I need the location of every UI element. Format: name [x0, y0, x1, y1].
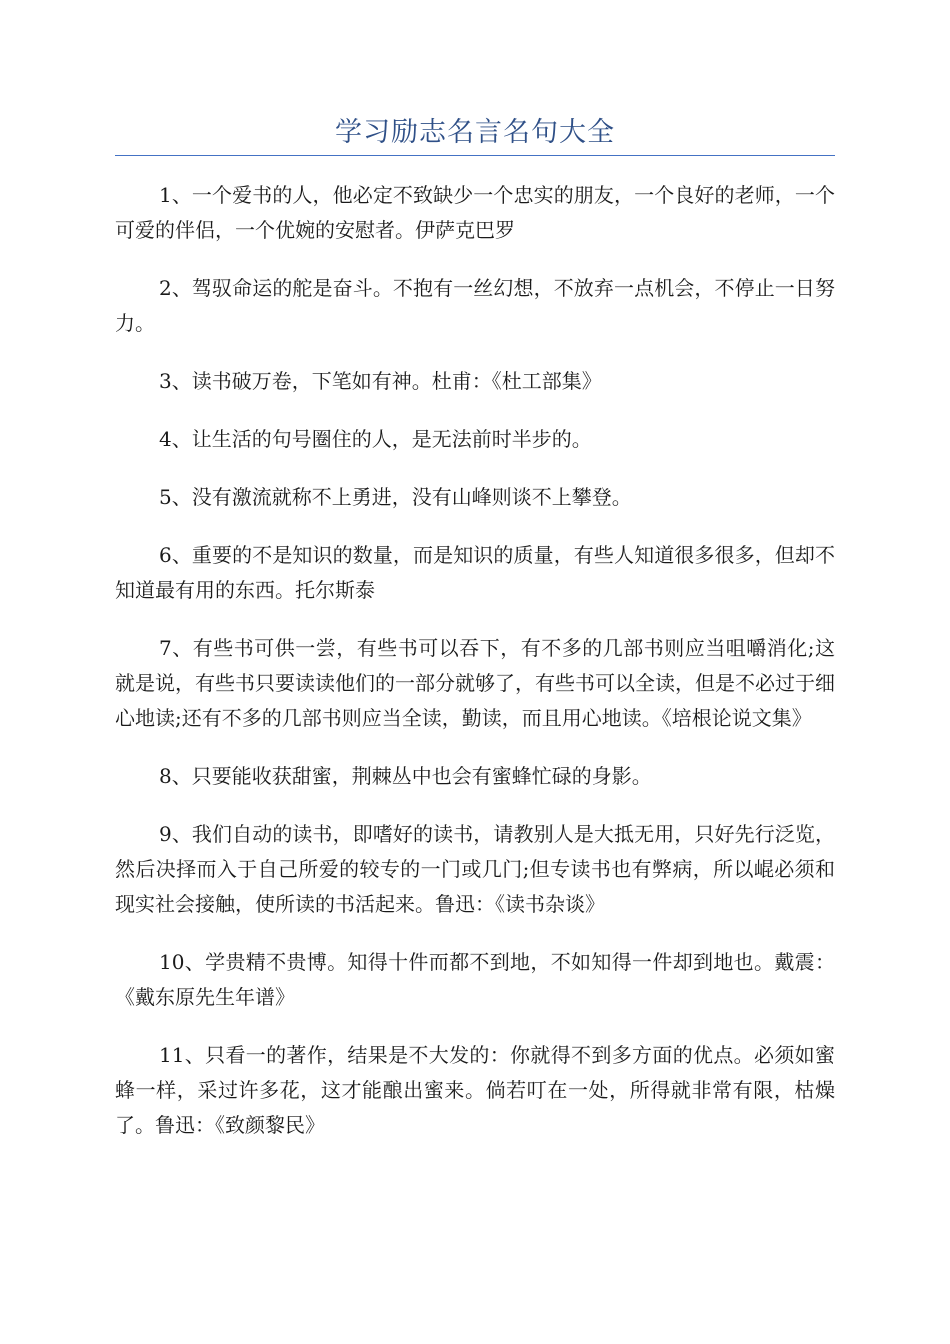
quote-paragraph-8: 8、只要能收获甜蜜，荆棘丛中也会有蜜蜂忙碌的身影。: [159, 764, 652, 788]
document-title: 学习励志名言名句大全: [335, 117, 615, 148]
quote-paragraph-3: 3、读书破万卷，下笔如有神。杜甫：《杜工部集》: [159, 369, 602, 393]
document-body: [115, 178, 835, 1166]
quote-paragraph-2: 2、驾驭命运的舵是奋斗。不抱有一丝幻想，不放弃一点机会，不停止一日努力。: [115, 276, 835, 335]
quote-paragraph-9: 9、我们自动的读书，即嗜好的读书，请教别人是大抵无用，只好先行泛览，然后决择而入于自己所爱的较专的一门或几门;但专读书也有弊病，所以崐必须和现实社会接触，使所读的书活起来。鲁迅：《读书杂谈》: [115, 822, 835, 916]
quote-paragraph-1: 1、一个爱书的人，他必定不致缺少一个忠实的朋友，一个良好的老师，一个可爱的伴侣，一个优婉的安慰者。伊萨克巴罗: [115, 183, 835, 242]
quote-paragraph-4: 4、让生活的句号圈住的人，是无法前时半步的。: [159, 427, 592, 451]
quote-paragraph-10: 10、学贵精不贵博。知得十件而都不到地，不如知得一件却到地也。戴震：《戴东原先生年谱》: [115, 950, 835, 1009]
title-underline: [115, 155, 835, 156]
quote-paragraph-11: 11、只看一的著作，结果是不大发的：你就得不到多方面的优点。必须如蜜蜂一样，采过许多花，这才能酿出蜜来。倘若叮在一处，所得就非常有限，枯燥了。鲁迅：《致颜黎民》: [115, 1043, 835, 1137]
quote-paragraph-6: 6、重要的不是知识的数量，而是知识的质量，有些人知道很多很多，但却不知道最有用的东西。托尔斯泰: [115, 543, 835, 602]
quote-paragraph-7: 7、有些书可供一尝，有些书可以吞下，有不多的几部书则应当咀嚼消化;这就是说，有些书只要读读他们的一部分就够了，有些书可以全读，但是不必过于细心地读;还有不多的几部书则应当全读，勤读，而且用心地读。《培根论说文集》: [115, 636, 835, 730]
quote-paragraph-5: 5、没有激流就称不上勇进，没有山峰则谈不上攀登。: [159, 485, 632, 509]
